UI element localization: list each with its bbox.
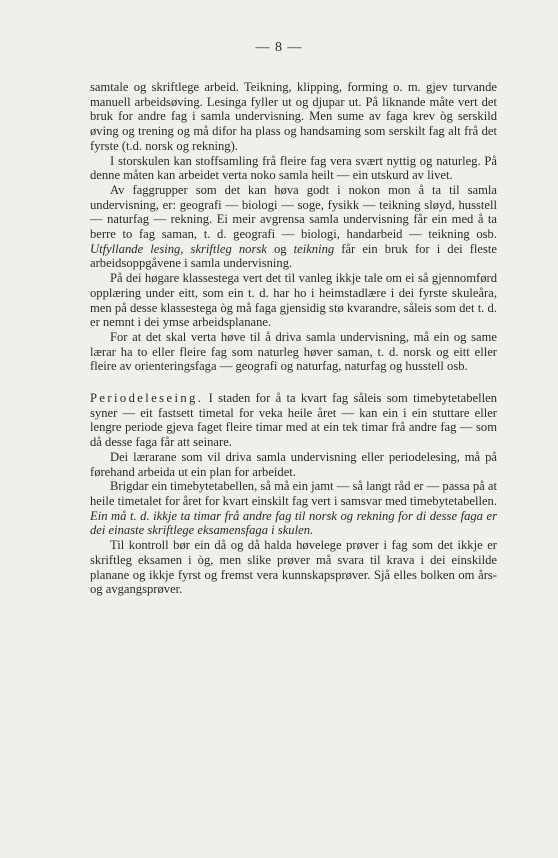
text-run: får ein bruk for i dei fleste arbeidsoppgåvene i samla undervisning. [90,241,498,271]
body-text [90,80,497,597]
text-run: I storskulen kan stoffsamling frå fleire fag vera svært nyttig og naturleg. På denne måten kan arbeidet verta noko samla heilt — ein utskurd av livet. [90,153,497,183]
text-run: I staden for å ta kvart fag såleis som timebytetabellen syner — eit fastsett timetal for veka heile året — kan ein i ein stuttare eller lengre periode gjeva faget fleire timar med at ein tek timar frå andre fag — som då desse faga får att seinare. [90,391,497,450]
text-run: På dei høgare klassestega vert det til vanleg ikkje tale om ei så gjennomførd opplæring under eitt, som ein t. d. har ho i heimstadlære i dei fyrste skuleåra, men på desse klassestega òg må faga gjensidig stø kvarandre, såleis som det t. d. er nemnt i dei ymse arbeidsplanane. [90,271,497,330]
text-run: samtale og skriftlege arbeid. Teikning, klipping, forming o. m. gjev turvande manuell arbeidsøving. Lesinga fyller ut og djupar ut. På liknande måte vert det bruk for andre fag i samla undervisning. Men sume av faga krev òg serskild øving og trening og må difor ha plass og handsaming som serskilt fag alt frå det fyrste (t.d. norsk og rekning). [90,80,497,153]
text-run: Til kontroll bør ein då og då halda høvelege prøver i fag som det ikkje er skriftleg eksamen i òg, men slike prøver må svara til krava i dei einskilde planane og ikkje fyrst og fremst vera kunnskapsprøver. Sjå elles bolken om års- og avgangsprøver. [90,538,497,597]
paragraph [90,154,497,183]
paragraph [90,80,497,154]
paragraph [90,330,497,374]
text-run: Brigdar ein timebytetabellen, så må ein jamt — så langt råd er — passa på at heile timetalet for året for kvart einskilt fag vert i samsvar med timebytetabellen. [90,479,497,508]
section-gap [90,374,497,391]
page-number: — 8 — [255,40,303,55]
paragraph [90,538,497,597]
italic-text: Ein må t. d. ikkje ta timar frå andre fag til norsk og rekning for di desse faga er dei einaste skriftlege eksamensfaga i skulen. [90,508,497,538]
paragraph [90,450,497,479]
text-run: Av faggrupper som det kan høva godt i nokon mon å ta til samla undervisning, er: geografi — biologi — soge, fysikk — teikning sløyd, husstell — naturfag — rekning. Ei meir avgrensa samla undervisning får ein med å ta berre to fag saman, t. d. geografi — biologi, handarbeid — teikning osb. [90,182,497,242]
text-run: For at det skal verta høve til å driva samla undervisning, må ein og same lærar ha to eller fleire fag som naturleg høver saman, t. d. norsk og eitt eller fleire av orienteringsfaga — geografi og naturfag, naturfag og husstell osb. [90,329,497,374]
italic-text: Utfyllande lesing, skriftleg norsk [90,241,267,256]
spaced-heading: Periodeleseing. [90,391,204,406]
paragraph [90,271,497,330]
paragraph [90,183,497,271]
italic-text: teikning [293,241,335,256]
paragraph [90,391,497,450]
paragraph [90,479,497,538]
text-run: Dei lærarane som vil driva samla undervisning eller periodelesing, må på førehand arbeida ut ein plan for arbeidet. [90,449,497,479]
text-run: og [266,241,294,256]
